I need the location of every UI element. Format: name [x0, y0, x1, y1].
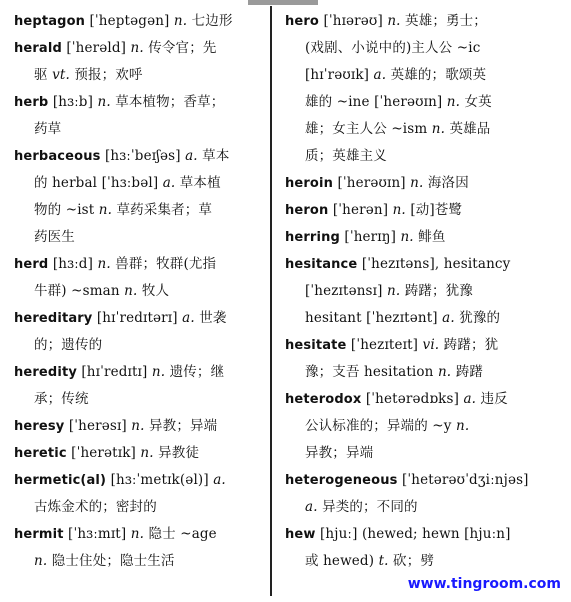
- part-of-speech: n.: [173, 13, 188, 29]
- part-of-speech: a.: [305, 499, 318, 515]
- entry-continuation-line: [285, 548, 555, 575]
- definition: 草药采集者；草: [112, 202, 213, 218]
- entry-text: [hɪˈredɪtɪ]: [76, 364, 152, 380]
- definition: 踌躇: [451, 364, 483, 380]
- definition: 鲱鱼: [413, 229, 446, 245]
- definition: 海洛因: [423, 175, 469, 191]
- entry-continuation-line: [14, 332, 258, 359]
- definition: 预报；欢呼: [69, 67, 143, 83]
- part-of-speech: a.: [463, 391, 477, 407]
- headword: hero: [285, 14, 320, 29]
- entry-line: [14, 251, 258, 278]
- entry-line: [14, 8, 258, 35]
- entry-text: [ˈherɪŋ]: [339, 229, 401, 245]
- headword: herd: [14, 257, 49, 272]
- entry-line: [285, 8, 555, 35]
- part-of-speech: n.: [140, 445, 154, 461]
- definition: 异教；异端: [144, 418, 218, 434]
- headword: hermit: [14, 527, 64, 542]
- part-of-speech: n.: [387, 13, 401, 29]
- entry-continuation-line: [285, 278, 555, 305]
- part-of-speech: t.: [378, 553, 389, 569]
- definition: 异类的；不同的: [317, 499, 418, 515]
- part-of-speech: vi.: [422, 337, 440, 353]
- definition: 踌躇；犹豫: [400, 283, 473, 299]
- part-of-speech: n.: [124, 283, 138, 299]
- headword: herald: [14, 41, 62, 56]
- part-of-speech: n.: [446, 94, 461, 110]
- entry-continuation-line: [14, 494, 258, 521]
- entry-continuation-line: [285, 359, 555, 386]
- headword: herring: [285, 230, 340, 245]
- part-of-speech: a.: [182, 310, 195, 326]
- entry-line: [14, 440, 258, 467]
- definition: 英雄的；歌颂英: [386, 67, 487, 83]
- entry-text: 质；英雄主义: [305, 148, 387, 164]
- entry-text: [ˈhɜːmɪt]: [63, 526, 131, 542]
- part-of-speech: n.: [97, 256, 111, 272]
- part-of-speech: n.: [130, 526, 145, 542]
- entry-text: 牛群) ~sman: [34, 283, 125, 299]
- entry-text: [ˈhetərədɒks]: [361, 391, 464, 407]
- entry-text: [ˈhezɪteɪt]: [346, 337, 423, 353]
- definition: 草本植物；香草；: [110, 94, 225, 110]
- entry-line: [285, 386, 555, 413]
- entry-text: 承；传统: [34, 391, 89, 407]
- entry-continuation-line: [285, 35, 555, 62]
- entry-text: [ˈherətɪk]: [66, 445, 141, 461]
- entry-text: [ˈherəsɪ]: [64, 418, 132, 434]
- entry-continuation-line: [285, 305, 555, 332]
- entry-text: [ˈhezɪtənsɪ]: [305, 283, 387, 299]
- entry-text: [hɜːd]: [48, 256, 98, 272]
- entry-text: [ˈhetərəʊˈdʒiːnjəs]: [397, 472, 529, 488]
- definition: 异教徒: [153, 445, 200, 461]
- entry-text: [hɪˈredɪtərɪ]: [92, 310, 183, 326]
- definition: 踌躇；犹: [439, 337, 499, 353]
- entry-text: 物的 ~ist: [34, 202, 99, 218]
- entry-continuation-line: [285, 89, 555, 116]
- headword: hesitate: [285, 338, 347, 353]
- part-of-speech: n.: [455, 418, 470, 434]
- part-of-speech: vt.: [52, 67, 70, 83]
- entry-text: 豫；支吾 hesitation: [305, 364, 438, 380]
- entry-line: [285, 467, 555, 494]
- entry-line: [14, 413, 258, 440]
- part-of-speech: n.: [34, 553, 48, 569]
- entry-text: (戏剧、小说中的)主人公 ~ic: [305, 40, 481, 56]
- part-of-speech: a.: [373, 67, 387, 83]
- definition: 遗传；继: [165, 364, 225, 380]
- left-column: [14, 8, 258, 575]
- headword: hereditary: [14, 311, 93, 326]
- definition: 传令官；先: [143, 40, 217, 56]
- entry-text: [ˈherən]: [328, 202, 393, 218]
- definition: 兽群；牧群(尤指: [110, 256, 217, 272]
- entry-text: [hɪˈrəʊɪk]: [305, 67, 374, 83]
- headword: hesitance: [285, 257, 358, 272]
- entry-text: [ˈheptəgən]: [85, 13, 174, 29]
- headword: heretic: [14, 446, 67, 461]
- definition: 违反: [476, 391, 508, 407]
- headword: hew: [285, 527, 316, 542]
- entry-continuation-line: [285, 143, 555, 170]
- part-of-speech: a.: [185, 148, 198, 164]
- entry-continuation-line: [14, 170, 258, 197]
- entry-text: [ˈhezɪtəns], hesitancy: [357, 256, 511, 272]
- entry-line: [285, 197, 555, 224]
- part-of-speech: n.: [97, 94, 111, 110]
- entry-line: [14, 521, 258, 548]
- entry-continuation-line: [285, 116, 555, 143]
- part-of-speech: a.: [213, 472, 226, 488]
- entry-line: [14, 89, 258, 116]
- entry-text: [ˈherəld]: [61, 40, 131, 56]
- definition: 草本植: [175, 175, 221, 191]
- entry-text: 异教；异端: [305, 445, 374, 461]
- headword: hermetic(al): [14, 473, 107, 488]
- entry-line: [285, 224, 555, 251]
- entry-text: 驱: [34, 67, 53, 83]
- entry-text: hesitant [ˈhezɪtənt]: [305, 310, 443, 326]
- entry-continuation-line: [14, 116, 258, 143]
- part-of-speech: n.: [130, 40, 144, 56]
- entry-line: [285, 251, 555, 278]
- part-of-speech: n.: [410, 175, 424, 191]
- definition: 七边形: [187, 13, 233, 29]
- definition: [动]苍鹭: [405, 202, 463, 218]
- entry-continuation-line: [14, 386, 258, 413]
- part-of-speech: n.: [131, 418, 145, 434]
- part-of-speech: n.: [98, 202, 113, 218]
- part-of-speech: n.: [437, 364, 452, 380]
- entry-line: [14, 305, 258, 332]
- entry-continuation-line: [285, 413, 555, 440]
- headword: herbaceous: [14, 149, 101, 164]
- entry-line: [285, 170, 555, 197]
- entry-text: 的 herbal [ˈhɜːbəl]: [34, 175, 163, 191]
- entry-text: 古炼金术的；密封的: [34, 499, 157, 515]
- page-top-strip: [248, 0, 318, 5]
- entry-text: [hɜːˈbeɪʃəs]: [100, 148, 186, 164]
- definition: 草本: [197, 148, 230, 164]
- definition: 女英: [460, 94, 492, 110]
- entry-text: 的；遗传的: [34, 337, 103, 353]
- entry-text: 药医生: [34, 229, 75, 245]
- definition: 英雄品: [445, 121, 491, 137]
- entry-line: [285, 521, 555, 548]
- entry-text: [ˈhɪərəʊ]: [319, 13, 388, 29]
- headword: heroin: [285, 176, 334, 191]
- entry-text: 公认标准的；异端的 ~y: [305, 418, 456, 434]
- definition: 犹豫的: [454, 310, 501, 326]
- part-of-speech: n.: [151, 364, 166, 380]
- entry-text: [hɜːb]: [48, 94, 98, 110]
- part-of-speech: n.: [431, 121, 446, 137]
- definition: 隐士住处；隐士生活: [47, 553, 175, 569]
- entry-continuation-line: [14, 224, 258, 251]
- entry-continuation-line: [14, 62, 258, 89]
- entry-line: [14, 467, 258, 494]
- entry-line: [14, 143, 258, 170]
- headword: heterogeneous: [285, 473, 398, 488]
- entry-line: [285, 332, 555, 359]
- headword: heron: [285, 203, 329, 218]
- entry-continuation-line: [285, 440, 555, 467]
- definition: 英雄；勇士；: [400, 13, 487, 29]
- headword: heredity: [14, 365, 77, 380]
- column-divider: [270, 6, 272, 596]
- definition: 砍；劈: [388, 553, 435, 569]
- headword: heptagon: [14, 14, 86, 29]
- part-of-speech: a.: [442, 310, 455, 326]
- entry-text: [hjuː] (hewed; hewn [hjuːn]: [315, 526, 511, 542]
- definition: 世袭: [194, 310, 227, 326]
- watermark: www.tingroom.com: [407, 576, 561, 592]
- entry-text: 药草: [34, 121, 62, 137]
- entry-continuation-line: [285, 494, 555, 521]
- entry-continuation-line: [14, 278, 258, 305]
- definition: 牧人: [137, 283, 170, 299]
- entry-continuation-line: [285, 62, 555, 89]
- entry-text: 雄的 ~ine [ˈherəʊɪn]: [305, 94, 447, 110]
- entry-continuation-line: [14, 197, 258, 224]
- part-of-speech: a.: [162, 175, 176, 191]
- headword: heresy: [14, 419, 65, 434]
- part-of-speech: n.: [400, 229, 414, 245]
- entry-text: 雄；女主人公 ~ism: [305, 121, 432, 137]
- entry-line: [14, 359, 258, 386]
- headword: herb: [14, 95, 49, 110]
- definition: 隐士 ~age: [144, 526, 217, 542]
- entry-text: 或 hewed): [305, 553, 379, 569]
- entry-text: [ˈherəʊɪn]: [333, 175, 411, 191]
- entry-continuation-line: [14, 548, 258, 575]
- part-of-speech: n.: [386, 283, 401, 299]
- entry-text: [hɜːˈmetɪk(əl)]: [106, 472, 214, 488]
- headword: heterodox: [285, 392, 362, 407]
- part-of-speech: n.: [392, 202, 406, 218]
- entry-line: [14, 35, 258, 62]
- right-column: [285, 8, 555, 575]
